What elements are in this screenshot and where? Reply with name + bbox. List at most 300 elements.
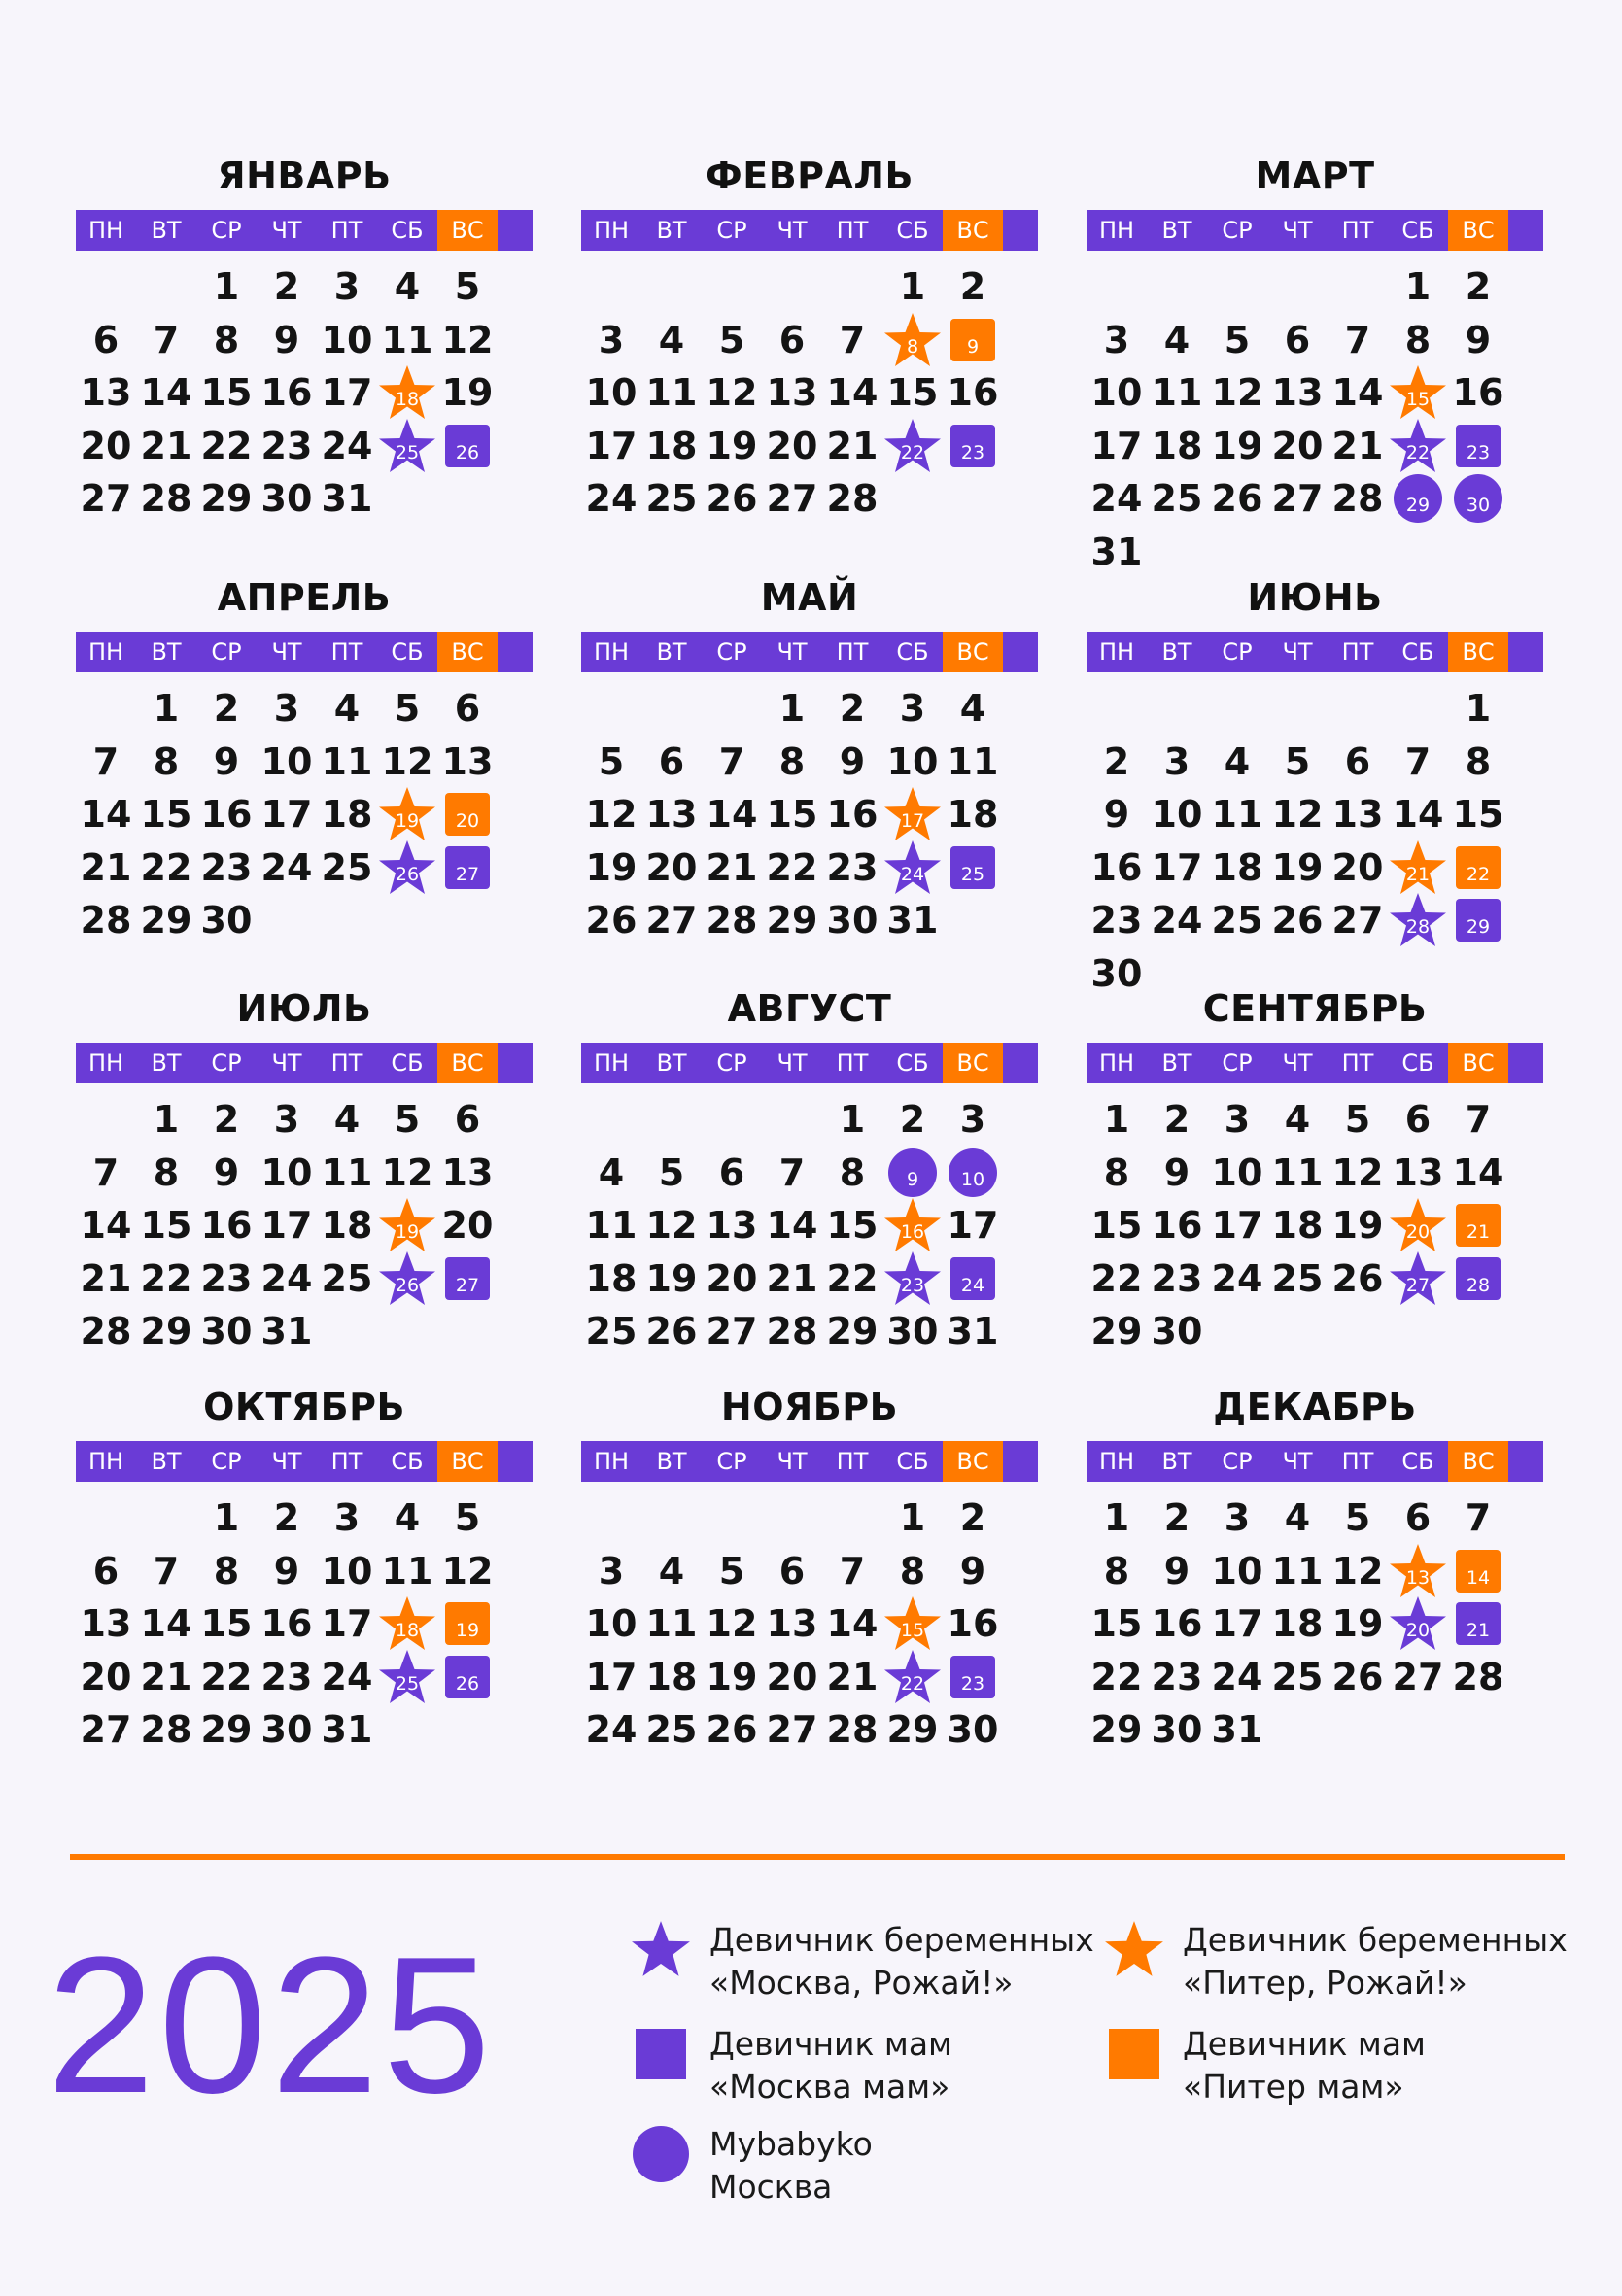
day-number: 30 bbox=[200, 899, 253, 942]
day-cell bbox=[762, 420, 822, 472]
legend-line-1: Девичник мам bbox=[709, 2025, 952, 2063]
day-number: 1 bbox=[1404, 265, 1432, 308]
day-number: 2 bbox=[273, 1496, 300, 1539]
day-number: 29 bbox=[200, 1708, 253, 1751]
day-cell bbox=[257, 788, 317, 840]
weekday-header bbox=[1087, 210, 1543, 251]
day-number: 28 bbox=[1405, 916, 1431, 938]
day-number: 30 bbox=[1466, 495, 1491, 516]
day-cell bbox=[196, 260, 257, 313]
day-cell bbox=[1388, 1651, 1448, 1703]
weekday-label: ВС bbox=[437, 210, 498, 251]
weekday-label: СР bbox=[211, 638, 242, 666]
day-cell bbox=[136, 1199, 196, 1251]
day-cell bbox=[702, 420, 762, 472]
day-cell bbox=[1328, 894, 1388, 946]
weekday-label: ВТ bbox=[1161, 1049, 1192, 1077]
day-cell bbox=[377, 366, 437, 419]
day-cell bbox=[196, 788, 257, 840]
month-7 bbox=[76, 986, 533, 1353]
weekday-label: ПН bbox=[87, 217, 124, 244]
day-number: 7 bbox=[153, 1549, 180, 1593]
day-number: 6 bbox=[1404, 1098, 1432, 1141]
weekday-label: ПТ bbox=[330, 1049, 363, 1077]
day-number: 6 bbox=[778, 1549, 806, 1593]
day-cell bbox=[1267, 1491, 1328, 1544]
day-cell bbox=[641, 1545, 702, 1597]
day-cell bbox=[1087, 526, 1147, 578]
day-cell bbox=[1388, 736, 1448, 788]
day-number: 9 bbox=[213, 1150, 240, 1194]
day-number: 23 bbox=[1090, 899, 1143, 942]
day-cell bbox=[702, 736, 762, 788]
day-cell bbox=[1087, 1651, 1147, 1703]
month-4 bbox=[76, 575, 533, 942]
weekday-header bbox=[581, 1441, 1038, 1482]
day-number: 29 bbox=[140, 899, 192, 942]
day-cell bbox=[437, 366, 498, 419]
day-number: 4 bbox=[333, 1098, 361, 1141]
day-number: 14 bbox=[80, 793, 132, 836]
month-title: НОЯБРЬ bbox=[720, 1386, 899, 1428]
day-cell bbox=[581, 1703, 641, 1756]
day-cell bbox=[1207, 1703, 1267, 1756]
day-cell bbox=[882, 1305, 943, 1357]
day-number: 23 bbox=[1151, 1256, 1203, 1300]
day-number: 12 bbox=[1211, 371, 1263, 414]
day-number: 19 bbox=[706, 424, 758, 467]
day-number: 17 bbox=[900, 810, 925, 832]
day-number: 12 bbox=[1271, 793, 1324, 836]
day-number: 10 bbox=[321, 1549, 373, 1593]
day-cell bbox=[762, 1703, 822, 1756]
month-5 bbox=[581, 575, 1038, 942]
day-number: 26 bbox=[585, 899, 638, 942]
day-cell bbox=[1267, 314, 1328, 366]
day-number: 19 bbox=[1211, 424, 1263, 467]
day-number: 23 bbox=[260, 424, 313, 467]
weekday-label: СБ bbox=[896, 638, 929, 666]
day-cell bbox=[943, 1147, 1003, 1199]
day-cell bbox=[1448, 736, 1508, 788]
day-number: 23 bbox=[260, 1655, 313, 1698]
day-number: 19 bbox=[1331, 1204, 1384, 1247]
day-cell bbox=[943, 1491, 1003, 1544]
month-title: СЕНТЯБРЬ bbox=[1202, 987, 1428, 1030]
day-cell bbox=[1207, 1597, 1267, 1650]
day-number: 19 bbox=[395, 1221, 420, 1243]
day-cell bbox=[196, 366, 257, 419]
day-cell bbox=[257, 1199, 317, 1251]
day-cell bbox=[822, 736, 882, 788]
day-cell bbox=[136, 894, 196, 946]
day-number: 2 bbox=[273, 265, 300, 308]
day-number: 17 bbox=[585, 424, 638, 467]
day-cell bbox=[136, 366, 196, 419]
day-number: 10 bbox=[1090, 371, 1143, 414]
day-cell bbox=[1147, 1491, 1207, 1544]
day-number: 21 bbox=[1405, 863, 1431, 885]
day-cell bbox=[1388, 314, 1448, 366]
weekday-label: ПТ bbox=[330, 217, 363, 244]
day-number: 3 bbox=[1224, 1496, 1251, 1539]
day-cell bbox=[1087, 314, 1147, 366]
day-number: 17 bbox=[585, 1655, 638, 1698]
day-cell bbox=[437, 1597, 498, 1650]
day-cell bbox=[943, 682, 1003, 735]
day-cell bbox=[377, 1093, 437, 1146]
day-number: 18 bbox=[947, 793, 999, 836]
weekday-header bbox=[1087, 1441, 1543, 1482]
month-title: ИЮЛЬ bbox=[236, 987, 372, 1030]
day-number: 8 bbox=[153, 739, 180, 783]
day-number: 10 bbox=[585, 1602, 638, 1645]
day-cell bbox=[377, 1252, 437, 1305]
day-number: 26 bbox=[1271, 899, 1324, 942]
day-cell bbox=[1147, 314, 1207, 366]
day-number: 12 bbox=[381, 739, 433, 783]
weekday-label: СР bbox=[211, 1448, 242, 1475]
day-number: 8 bbox=[153, 1150, 180, 1194]
month-10 bbox=[76, 1385, 533, 1751]
day-cell bbox=[1328, 1252, 1388, 1305]
day-cell bbox=[822, 366, 882, 419]
day-number: 16 bbox=[900, 1221, 925, 1243]
day-number: 30 bbox=[1151, 1310, 1203, 1353]
day-cell bbox=[702, 1252, 762, 1305]
day-number: 29 bbox=[1466, 916, 1491, 938]
day-number: 16 bbox=[200, 793, 253, 836]
weekday-label: СР bbox=[211, 217, 242, 244]
weekday-label: ПТ bbox=[836, 638, 869, 666]
weekday-label: ВТ bbox=[656, 638, 687, 666]
day-cell bbox=[1147, 736, 1207, 788]
day-cell bbox=[1087, 420, 1147, 472]
day-cell bbox=[437, 841, 498, 894]
day-number: 10 bbox=[260, 739, 313, 783]
weekday-label: ВС bbox=[1448, 1441, 1508, 1482]
day-cell bbox=[1328, 1199, 1388, 1251]
weekday-label: ЧТ bbox=[1282, 217, 1313, 244]
day-cell bbox=[1087, 736, 1147, 788]
weekday-label: СР bbox=[1222, 1448, 1253, 1475]
day-cell bbox=[1207, 841, 1267, 894]
day-number: 24 bbox=[1090, 477, 1143, 520]
day-number: 23 bbox=[960, 1672, 985, 1695]
day-number: 14 bbox=[140, 371, 192, 414]
day-cell bbox=[943, 1597, 1003, 1650]
day-number: 17 bbox=[260, 1204, 313, 1247]
day-number: 17 bbox=[947, 1204, 999, 1247]
day-cell bbox=[76, 314, 136, 366]
day-cell bbox=[822, 894, 882, 946]
day-number: 4 bbox=[1284, 1098, 1311, 1141]
day-number: 16 bbox=[1151, 1204, 1203, 1247]
day-number: 18 bbox=[395, 389, 420, 410]
day-number: 18 bbox=[1271, 1602, 1324, 1645]
day-cell bbox=[1448, 314, 1508, 366]
day-cell bbox=[822, 1651, 882, 1703]
day-number: 8 bbox=[899, 1549, 926, 1593]
month-8 bbox=[581, 986, 1038, 1353]
day-cell bbox=[196, 1491, 257, 1544]
day-number: 29 bbox=[886, 1708, 939, 1751]
weekday-label: ПН bbox=[1098, 638, 1135, 666]
day-number: 13 bbox=[80, 1602, 132, 1645]
day-cell bbox=[1448, 260, 1508, 313]
day-number: 5 bbox=[598, 739, 625, 783]
day-cell bbox=[377, 736, 437, 788]
day-number: 13 bbox=[1405, 1566, 1431, 1589]
month-9 bbox=[1087, 986, 1543, 1353]
day-number: 23 bbox=[826, 845, 879, 889]
day-number: 17 bbox=[1211, 1602, 1263, 1645]
day-number: 23 bbox=[200, 845, 253, 889]
day-number: 25 bbox=[645, 477, 698, 520]
day-number: 9 bbox=[273, 318, 300, 361]
day-cell bbox=[437, 788, 498, 840]
weekday-label: ПТ bbox=[836, 1049, 869, 1077]
day-number: 22 bbox=[1405, 441, 1431, 463]
day-cell bbox=[1267, 1651, 1328, 1703]
day-cell bbox=[702, 314, 762, 366]
day-number: 9 bbox=[1163, 1150, 1191, 1194]
day-number: 31 bbox=[947, 1310, 999, 1353]
day-cell bbox=[1147, 894, 1207, 946]
day-number: 23 bbox=[900, 1274, 925, 1296]
day-cell bbox=[136, 1651, 196, 1703]
day-number: 1 bbox=[153, 1098, 180, 1141]
day-number: 28 bbox=[766, 1310, 818, 1353]
day-cell bbox=[1087, 1199, 1147, 1251]
day-number: 28 bbox=[140, 477, 192, 520]
day-number: 13 bbox=[706, 1204, 758, 1247]
weekday-label: ЧТ bbox=[271, 217, 302, 244]
day-number: 3 bbox=[1163, 739, 1191, 783]
day-cell bbox=[1207, 788, 1267, 840]
day-cell bbox=[641, 366, 702, 419]
day-number: 11 bbox=[1211, 793, 1263, 836]
day-cell bbox=[882, 1545, 943, 1597]
weekday-label: ЧТ bbox=[1282, 1049, 1313, 1077]
day-number: 9 bbox=[273, 1549, 300, 1593]
day-cell bbox=[1448, 1597, 1508, 1650]
day-number: 15 bbox=[1090, 1602, 1143, 1645]
day-number: 18 bbox=[645, 1655, 698, 1698]
day-cell bbox=[581, 1651, 641, 1703]
day-cell bbox=[822, 1305, 882, 1357]
weekday-label: ЧТ bbox=[271, 638, 302, 666]
day-number: 19 bbox=[585, 845, 638, 889]
day-cell bbox=[257, 1597, 317, 1650]
day-number: 8 bbox=[906, 335, 919, 358]
day-cell bbox=[317, 1252, 377, 1305]
day-cell bbox=[943, 1703, 1003, 1756]
day-number: 15 bbox=[140, 793, 192, 836]
day-cell bbox=[136, 1545, 196, 1597]
day-number: 16 bbox=[947, 371, 999, 414]
day-cell bbox=[1087, 1147, 1147, 1199]
day-cell bbox=[377, 1545, 437, 1597]
day-cell bbox=[1328, 841, 1388, 894]
day-cell bbox=[1388, 1252, 1448, 1305]
day-number: 10 bbox=[260, 1150, 313, 1194]
day-number: 24 bbox=[960, 1274, 985, 1296]
weekday-header bbox=[581, 632, 1038, 672]
day-number: 13 bbox=[80, 371, 132, 414]
day-number: 29 bbox=[766, 899, 818, 942]
day-number: 24 bbox=[1211, 1655, 1263, 1698]
day-number: 29 bbox=[200, 477, 253, 520]
day-cell bbox=[1207, 1651, 1267, 1703]
weekday-label: СР bbox=[716, 1448, 747, 1475]
day-cell bbox=[1388, 1597, 1448, 1650]
day-number: 25 bbox=[321, 1256, 373, 1300]
weekday-label: ВС bbox=[943, 210, 1003, 251]
day-number: 22 bbox=[766, 845, 818, 889]
day-number: 10 bbox=[321, 318, 373, 361]
day-cell bbox=[1388, 1199, 1448, 1251]
day-cell bbox=[1087, 1252, 1147, 1305]
day-cell bbox=[377, 788, 437, 840]
day-cell bbox=[317, 366, 377, 419]
day-cell bbox=[702, 788, 762, 840]
day-cell bbox=[641, 736, 702, 788]
day-cell bbox=[822, 420, 882, 472]
day-cell bbox=[196, 472, 257, 525]
day-cell bbox=[317, 1545, 377, 1597]
day-number: 15 bbox=[826, 1204, 879, 1247]
day-cell bbox=[377, 1199, 437, 1251]
day-cell bbox=[1147, 1703, 1207, 1756]
day-number: 8 bbox=[1465, 739, 1492, 783]
weekday-header bbox=[76, 1043, 533, 1083]
day-number: 14 bbox=[140, 1602, 192, 1645]
day-number: 26 bbox=[395, 863, 420, 885]
day-number: 21 bbox=[1466, 1221, 1491, 1243]
day-cell bbox=[641, 1305, 702, 1357]
weekday-label: СБ bbox=[1401, 1049, 1434, 1077]
day-number: 10 bbox=[886, 739, 939, 783]
day-cell bbox=[1448, 366, 1508, 419]
day-cell bbox=[641, 894, 702, 946]
day-number: 26 bbox=[706, 477, 758, 520]
weekday-label: ВС bbox=[943, 1441, 1003, 1482]
day-number: 3 bbox=[333, 265, 361, 308]
day-number: 30 bbox=[826, 899, 879, 942]
day-cell bbox=[943, 420, 1003, 472]
day-cell bbox=[943, 1651, 1003, 1703]
day-cell bbox=[641, 472, 702, 525]
day-number: 10 bbox=[585, 371, 638, 414]
day-number: 12 bbox=[706, 371, 758, 414]
day-cell bbox=[1267, 366, 1328, 419]
day-number: 24 bbox=[585, 1708, 638, 1751]
month-title: МАЙ bbox=[760, 576, 859, 619]
day-number: 5 bbox=[718, 1549, 745, 1593]
day-number: 3 bbox=[959, 1098, 986, 1141]
weekday-label: ВТ bbox=[1161, 217, 1192, 244]
divider-line bbox=[70, 1854, 1565, 1860]
day-number: 13 bbox=[766, 1602, 818, 1645]
weekday-header bbox=[581, 210, 1038, 251]
day-number: 27 bbox=[1405, 1274, 1431, 1296]
weekday-label: СР bbox=[1222, 638, 1253, 666]
day-cell bbox=[581, 736, 641, 788]
day-cell bbox=[1267, 1252, 1328, 1305]
day-number: 21 bbox=[140, 424, 192, 467]
day-cell bbox=[196, 1597, 257, 1650]
day-cell bbox=[257, 260, 317, 313]
day-cell bbox=[882, 314, 943, 366]
day-number: 27 bbox=[645, 899, 698, 942]
day-number: 26 bbox=[395, 1274, 420, 1296]
year-title: 2025 bbox=[47, 1917, 495, 2134]
day-cell bbox=[1388, 1545, 1448, 1597]
legend-line-1: Девичник беременных bbox=[709, 1921, 1094, 1959]
day-cell bbox=[943, 788, 1003, 840]
day-cell bbox=[1207, 1545, 1267, 1597]
day-cell bbox=[76, 1305, 136, 1357]
day-cell bbox=[1207, 472, 1267, 525]
day-number: 29 bbox=[826, 1310, 879, 1353]
day-cell bbox=[822, 1597, 882, 1650]
day-number: 4 bbox=[658, 318, 685, 361]
day-number: 2 bbox=[213, 687, 240, 730]
day-cell bbox=[377, 1597, 437, 1650]
day-cell bbox=[1087, 472, 1147, 525]
day-number: 31 bbox=[321, 1708, 373, 1751]
day-cell bbox=[1448, 788, 1508, 840]
day-number: 21 bbox=[1331, 424, 1384, 467]
day-cell bbox=[1207, 1093, 1267, 1146]
day-number: 11 bbox=[321, 1150, 373, 1194]
day-cell bbox=[1267, 420, 1328, 472]
day-cell bbox=[257, 841, 317, 894]
day-cell bbox=[822, 841, 882, 894]
day-cell bbox=[822, 1703, 882, 1756]
day-cell bbox=[581, 788, 641, 840]
day-number: 7 bbox=[92, 739, 120, 783]
day-cell bbox=[882, 841, 943, 894]
day-cell bbox=[196, 420, 257, 472]
day-cell bbox=[1267, 736, 1328, 788]
day-cell bbox=[822, 1252, 882, 1305]
day-cell bbox=[76, 420, 136, 472]
day-number: 5 bbox=[1344, 1098, 1371, 1141]
day-number: 7 bbox=[718, 739, 745, 783]
day-number: 3 bbox=[273, 1098, 300, 1141]
day-cell bbox=[136, 1597, 196, 1650]
day-number: 3 bbox=[1224, 1098, 1251, 1141]
day-number: 17 bbox=[1090, 424, 1143, 467]
day-number: 4 bbox=[1224, 739, 1251, 783]
orange-star-icon bbox=[1103, 1919, 1165, 1979]
day-number: 2 bbox=[1163, 1098, 1191, 1141]
day-number: 7 bbox=[839, 1549, 866, 1593]
legend-item bbox=[1103, 1919, 1568, 2005]
day-cell bbox=[1147, 1199, 1207, 1251]
day-cell bbox=[882, 1199, 943, 1251]
weekday-label: СБ bbox=[896, 217, 929, 244]
day-cell bbox=[437, 1093, 498, 1146]
weekday-header bbox=[76, 210, 533, 251]
day-number: 28 bbox=[1452, 1655, 1504, 1698]
month-11 bbox=[581, 1385, 1038, 1751]
day-number: 9 bbox=[906, 1168, 919, 1190]
day-number: 24 bbox=[1211, 1256, 1263, 1300]
day-number: 31 bbox=[886, 899, 939, 942]
